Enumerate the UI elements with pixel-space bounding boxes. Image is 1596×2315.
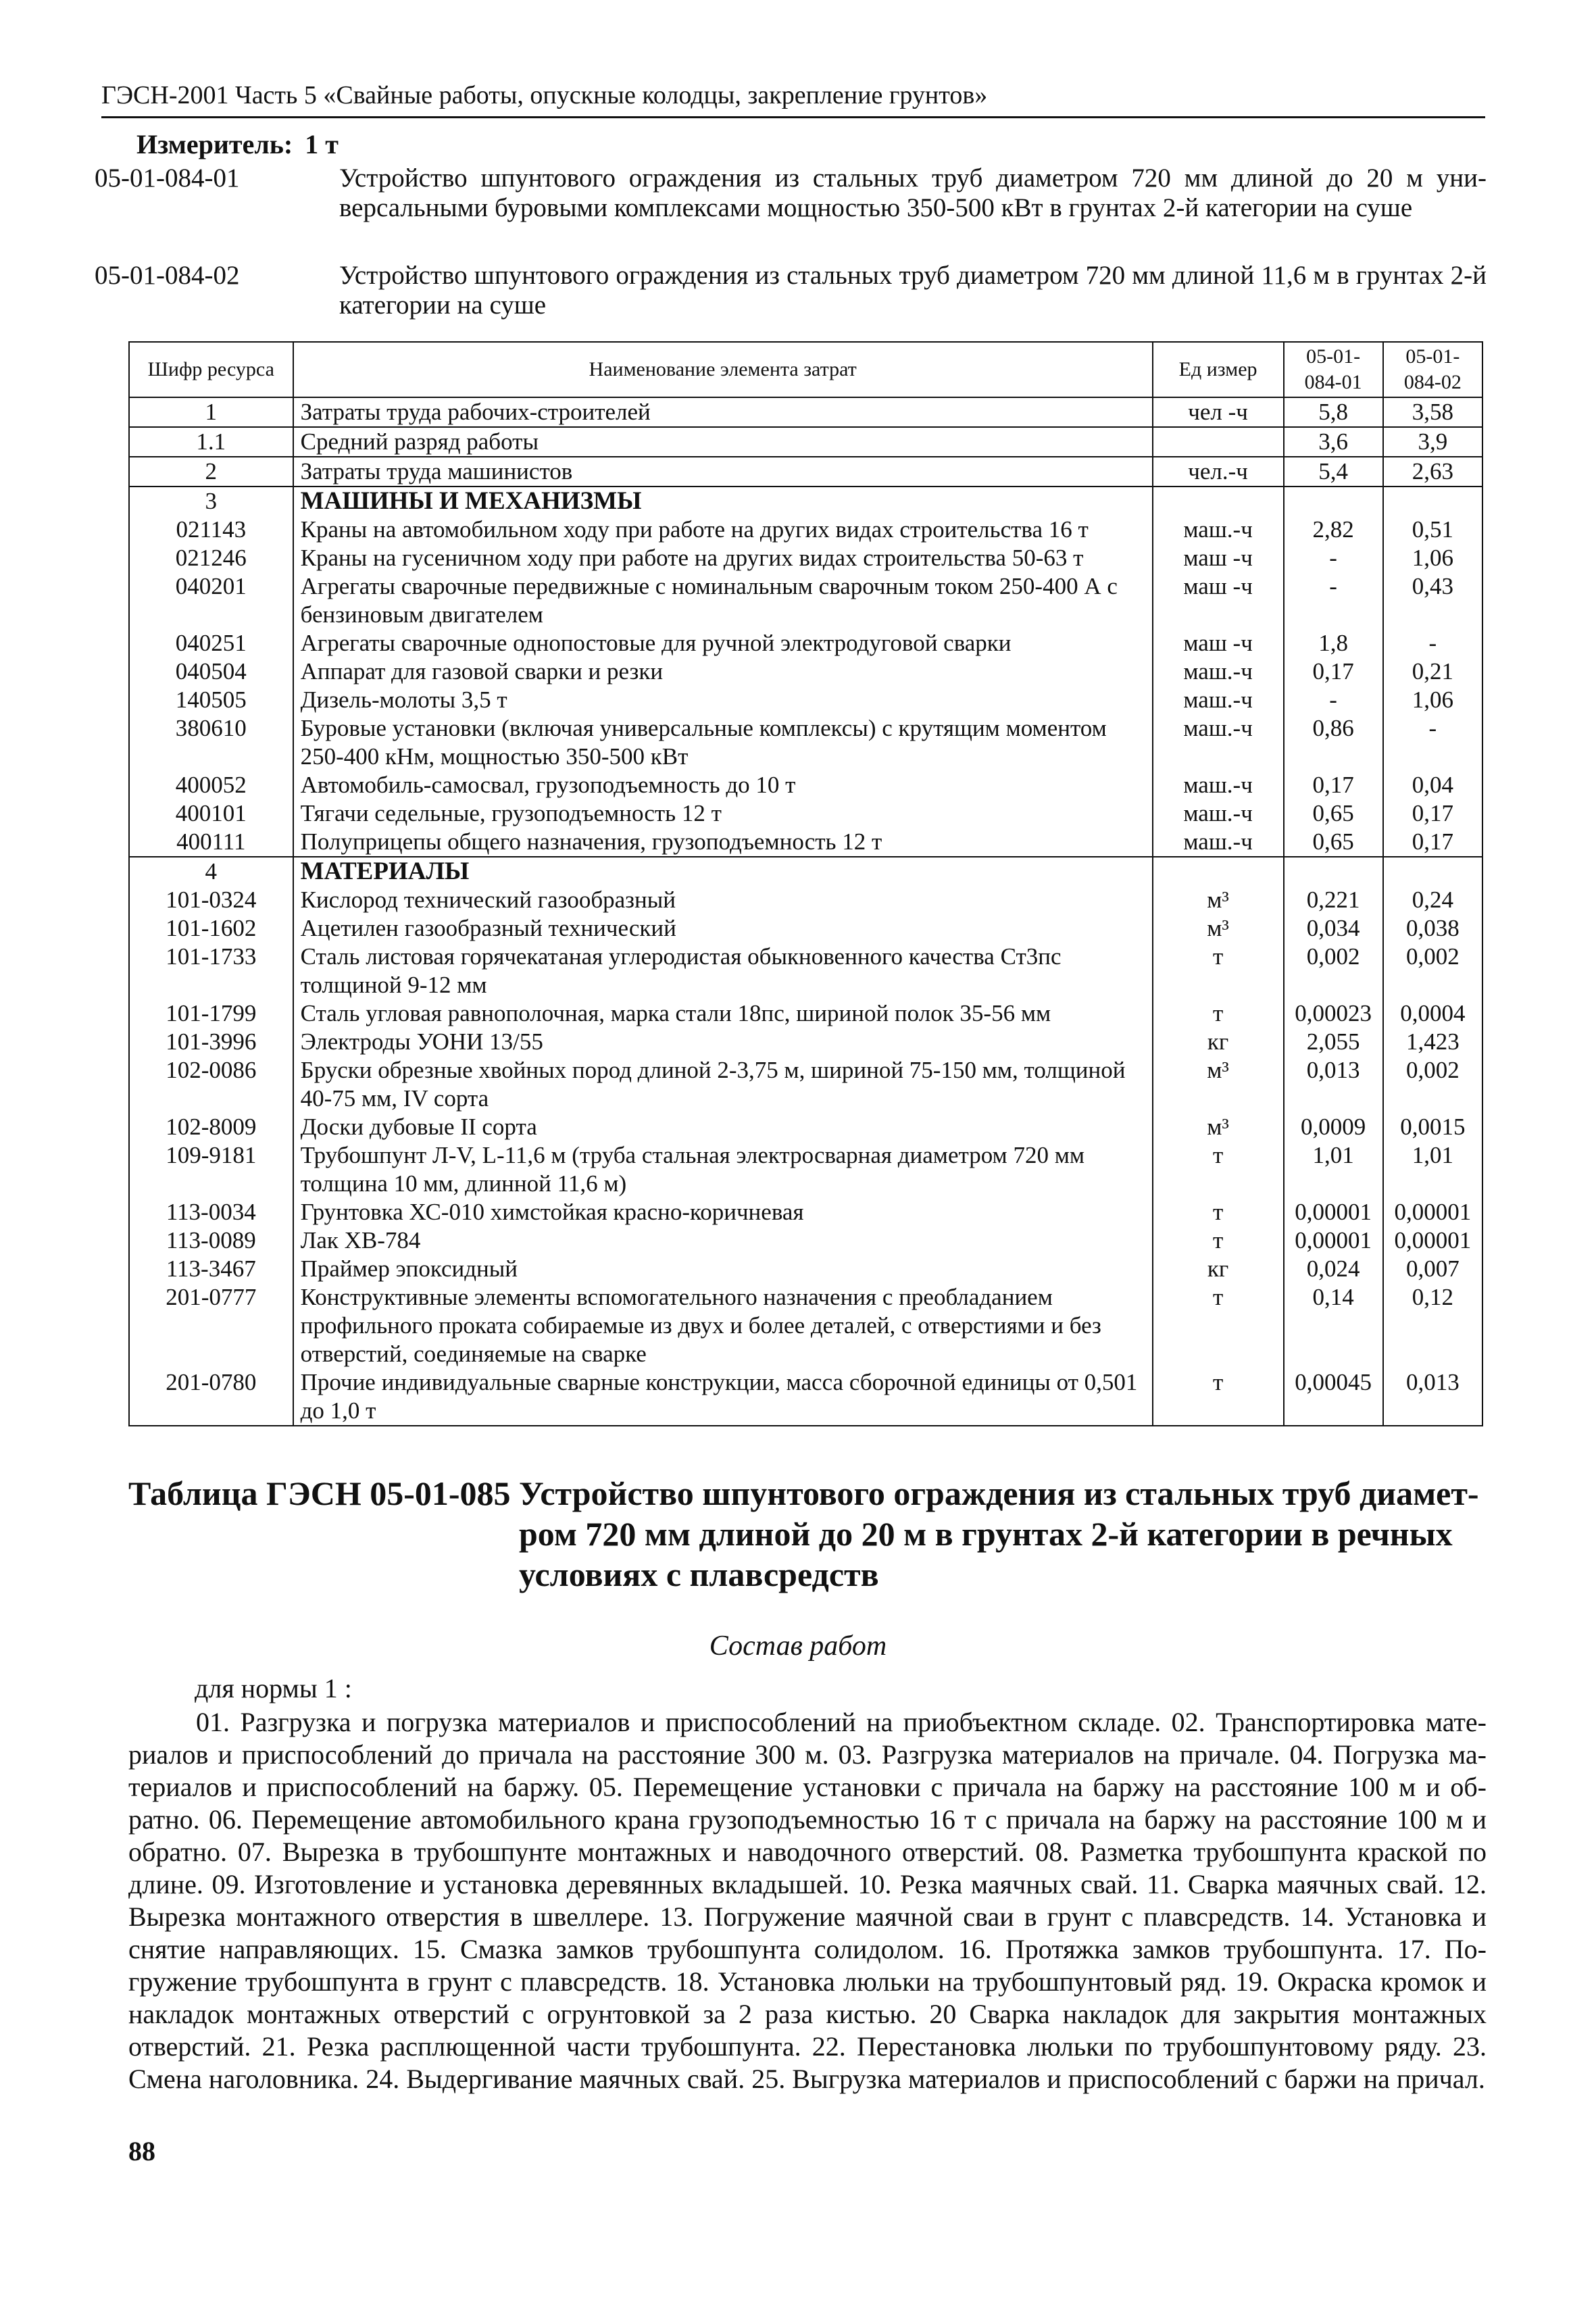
row-name: Буровые установки (включая универсальные комплексы) с крутящим моментом 250-400 кНм, мощностью 350-500 кВт: [293, 714, 1153, 771]
row-code: 102-0086: [129, 1056, 293, 1113]
table-row: [129, 1226, 1482, 1255]
row-code: 113-0089: [129, 1226, 293, 1255]
row-unit: т: [1153, 1368, 1284, 1426]
row-value-2: 0,51: [1383, 516, 1482, 544]
table-row: [129, 828, 1482, 857]
running-header: ГЭСН-2001 Часть 5 «Свайные работы, опускные колодцы, закрепление грунтов»: [101, 80, 1485, 118]
row-code: 380610: [129, 714, 293, 771]
header-unit: Ед измер: [1153, 342, 1284, 397]
row-value-2: 0,12: [1383, 1283, 1482, 1368]
row-value-1: 1,8: [1284, 629, 1383, 657]
row-code: 201-0777: [129, 1283, 293, 1368]
row-value-2: 0,002: [1383, 943, 1482, 999]
table-row: [129, 1028, 1482, 1056]
row-value-2: 0,0015: [1383, 1113, 1482, 1141]
row-name: Бруски обрезные хвойных пород длиной 2-3,75 м, шириной 75-150 мм, толщиной 40-75 мм, IV сорта: [293, 1056, 1153, 1113]
row-unit: маш.-ч: [1153, 516, 1284, 544]
row-name: Конструктивные элементы вспомогательного назначения с преобладанием профильного проката собираемые из двух и более деталей, с отверстиями и без отверстий, соединяемые на сварке: [293, 1283, 1153, 1368]
row-value-2: 1,423: [1383, 1028, 1482, 1056]
table-row: [129, 1255, 1482, 1283]
row-code: 101-3996: [129, 1028, 293, 1056]
row-name: Сталь угловая равнополочная, марка стали 18пс, шириной полок 35-56 мм: [293, 999, 1153, 1028]
row-value-2: 0,43: [1383, 572, 1482, 629]
row-name: Дизель-молоты 3,5 т: [293, 686, 1153, 714]
work-composition-text: 01. Разгрузка и погрузка материалов и приспособлений на приобъектном складе. 02. Транспортировка материалов и приспособлений до причала на расстояние 300 м. 03. Разгрузка материалов на причале. 04. Погрузка материалов и приспособлений на баржу. 05. Перемещение установки с причала на баржу на расстояние 100 м и обратно. 06. Перемещение автомобильного крана грузоподъемностью 16 т с причала на баржу на расстояние 100 м и обратно. 07. Вырезка в трубошпунте монтажных и наводочного отверстий. 08. Разметка трубошпунта краской по длине. 09. Изготовление и установка деревянных вкладышей. 10. Резка маячных свай. 11. Сварка маячных свай. 12. Вырезка монтажного отверстия в швеллере. 13. Погружение маячной сваи в грунт с плавсредств. 14. Установка и снятие направляющих. 15. Смазка замков трубошпунта солидолом. 16. Протяжка замков трубошпунта. 17. Погружение трубошпунта в грунт с плавсредств. 18. Установка люльки на трубошпунтовый ряд. 19. Окраска кромок и накладок монтажных отверстий с огрунтовкой за 2 раза кистью. 20 Сварка накладок для закрытия монтажных отверстий. 21. Резка расплющенной части трубошпунта. 22. Перестановка люльки по трубошпунтовому ряду. 23. Смена наголовника. 24. Выдергивание маячных свай. 25. Выгрузка материалов и приспособлений с баржи на причал.: [128, 1707, 1487, 2094]
row-value-1: 2,82: [1284, 516, 1383, 544]
row-name: Прочие индивидуальные сварные конструкции, масса сборочной единицы от 0,501 до 1,0 т: [293, 1368, 1153, 1426]
row-value-1: [1284, 857, 1383, 886]
row-value-2: 3,58: [1383, 397, 1482, 427]
row-name: Средний разряд работы: [293, 427, 1153, 457]
row-code: 2: [129, 457, 293, 487]
table-title: [128, 1473, 1487, 1595]
header-col-2: 05-01-084-02: [1383, 342, 1482, 397]
row-value-1: 0,00045: [1284, 1368, 1383, 1426]
header-col-1: 05-01-084-01: [1284, 342, 1383, 397]
row-value-1: 5,4: [1284, 457, 1383, 487]
row-code: 400052: [129, 771, 293, 799]
row-code: 140505: [129, 686, 293, 714]
row-value-1: 0,00001: [1284, 1198, 1383, 1226]
row-value-2: 0,00001: [1383, 1198, 1482, 1226]
row-value-2: 0,24: [1383, 886, 1482, 914]
row-name: Грунтовка ХС-010 химстойкая красно-коричневая: [293, 1198, 1153, 1226]
table-header-row: [129, 342, 1482, 397]
table-row: [129, 487, 1482, 516]
row-value-2: 0,002: [1383, 1056, 1482, 1113]
table-row: [129, 1113, 1482, 1141]
row-value-1: 0,034: [1284, 914, 1383, 943]
table-row: [129, 886, 1482, 914]
row-value-1: 5,8: [1284, 397, 1383, 427]
row-value-2: 0,013: [1383, 1368, 1482, 1426]
row-unit: маш -ч: [1153, 544, 1284, 572]
row-name: Краны на гусеничном ходу при работе на других видах строительства 50-63 т: [293, 544, 1153, 572]
row-value-2: 3,9: [1383, 427, 1482, 457]
row-name: Затраты труда машинистов: [293, 457, 1153, 487]
title-line-3: условиях с плавсредств: [519, 1555, 879, 1593]
row-code: 040201: [129, 572, 293, 629]
row-value-2: 0,17: [1383, 799, 1482, 828]
row-value-2: [1383, 487, 1482, 516]
row-value-2: 0,00001: [1383, 1226, 1482, 1255]
meter-value: 1 т: [305, 129, 339, 159]
table-row: [129, 427, 1482, 457]
row-code: 040251: [129, 629, 293, 657]
row-code: 3: [129, 487, 293, 516]
meter-line: [136, 128, 351, 160]
resource-table: [128, 341, 1483, 1426]
table-row: [129, 397, 1482, 427]
table-row: [129, 799, 1482, 828]
row-value-1: 0,221: [1284, 886, 1383, 914]
table-row: [129, 629, 1482, 657]
row-code: 101-1733: [129, 943, 293, 999]
row-value-1: 0,00001: [1284, 1226, 1383, 1255]
row-value-1: 0,17: [1284, 771, 1383, 799]
row-name: Краны на автомобильном ходу при работе на других видах строительства 16 т: [293, 516, 1153, 544]
row-name: Сталь листовая горячекатаная углеродистая обыкновенного качества Ст3пс толщиной 9-12 мм: [293, 943, 1153, 999]
row-code: 040504: [129, 657, 293, 686]
row-unit: м³: [1153, 914, 1284, 943]
row-unit: т: [1153, 1141, 1284, 1198]
row-value-1: -: [1284, 544, 1383, 572]
row-unit: м³: [1153, 1113, 1284, 1141]
row-name: Автомобиль-самосвал, грузоподъемность до 10 т: [293, 771, 1153, 799]
row-value-2: 0,007: [1383, 1255, 1482, 1283]
row-code: 021143: [129, 516, 293, 544]
row-name: МАТЕРИАЛЫ: [293, 857, 1153, 886]
row-value-1: 1,01: [1284, 1141, 1383, 1198]
row-value-2: 0,0004: [1383, 999, 1482, 1028]
row-unit: маш.-ч: [1153, 714, 1284, 771]
table-row: [129, 516, 1482, 544]
page-number: 88: [128, 2136, 155, 2166]
work-composition-heading: Состав работ: [709, 1631, 887, 1662]
row-value-1: 3,6: [1284, 427, 1383, 457]
row-code: 400101: [129, 799, 293, 828]
row-value-1: 0,013: [1284, 1056, 1383, 1113]
table-row: [129, 1368, 1482, 1426]
norm-item: [95, 261, 1487, 320]
meter-label: Измеритель:: [136, 129, 293, 159]
table-row: [129, 857, 1482, 886]
table-row: [129, 771, 1482, 799]
header-code: Шифр ресурса: [129, 342, 293, 397]
row-name: Трубошпунт Л-V, L-11,6 м (труба стальная электросварная диаметром 720 мм толщина 10 мм, длинной 11,6 м): [293, 1141, 1153, 1198]
row-name: Кислород технический газообразный: [293, 886, 1153, 914]
row-value-1: 0,0009: [1284, 1113, 1383, 1141]
row-unit: [1153, 487, 1284, 516]
title-line-1: Таблица ГЭСН 05-01-085 Устройство шпунтового ограждения из стальных труб диамет-: [128, 1474, 1479, 1512]
row-code: 101-1602: [129, 914, 293, 943]
row-value-1: 0,17: [1284, 657, 1383, 686]
row-value-1: 0,00023: [1284, 999, 1383, 1028]
row-value-2: 0,17: [1383, 828, 1482, 857]
table-row: [129, 943, 1482, 999]
row-value-2: 1,06: [1383, 686, 1482, 714]
table-row: [129, 544, 1482, 572]
row-value-2: 2,63: [1383, 457, 1482, 487]
row-value-1: 0,65: [1284, 799, 1383, 828]
row-code: 201-0780: [129, 1368, 293, 1426]
row-name: Полуприцепы общего назначения, грузоподъемность 12 т: [293, 828, 1153, 857]
row-code: 102-8009: [129, 1113, 293, 1141]
row-value-2: 0,04: [1383, 771, 1482, 799]
row-name: Агрегаты сварочные однопостовые для ручной электродуговой сварки: [293, 629, 1153, 657]
row-value-1: 0,024: [1284, 1255, 1383, 1283]
norm-code: 05-01-084-02: [95, 261, 240, 290]
row-unit: м³: [1153, 886, 1284, 914]
row-code: 1: [129, 397, 293, 427]
row-unit: маш.-ч: [1153, 657, 1284, 686]
table-row: [129, 999, 1482, 1028]
row-unit: чел.-ч: [1153, 457, 1284, 487]
row-value-2: 1,06: [1383, 544, 1482, 572]
row-name: Тягачи седельные, грузоподъемность 12 т: [293, 799, 1153, 828]
table-row: [129, 1056, 1482, 1113]
row-unit: кг: [1153, 1028, 1284, 1056]
row-unit: кг: [1153, 1255, 1284, 1283]
table-row: [129, 914, 1482, 943]
row-name: Праймер эпоксидный: [293, 1255, 1153, 1283]
row-unit: [1153, 427, 1284, 457]
row-name: МАШИНЫ И МЕХАНИЗМЫ: [293, 487, 1153, 516]
row-unit: маш -ч: [1153, 629, 1284, 657]
title-line-2: ром 720 мм длиной до 20 м в грунтах 2-й категории в речных: [519, 1515, 1453, 1553]
row-value-1: 2,055: [1284, 1028, 1383, 1056]
row-unit: т: [1153, 1283, 1284, 1368]
row-value-1: 0,002: [1284, 943, 1383, 999]
table-row: [129, 714, 1482, 771]
row-code: 021246: [129, 544, 293, 572]
row-value-1: 0,86: [1284, 714, 1383, 771]
row-value-1: [1284, 487, 1383, 516]
for-norm-label: для нормы 1 :: [195, 1673, 352, 1703]
row-value-1: -: [1284, 686, 1383, 714]
row-code: 400111: [129, 828, 293, 857]
row-code: 1.1: [129, 427, 293, 457]
norm-code: 05-01-084-01: [95, 164, 240, 193]
row-value-2: -: [1383, 714, 1482, 771]
row-name: Ацетилен газообразный технический: [293, 914, 1153, 943]
row-value-1: -: [1284, 572, 1383, 629]
row-unit: т: [1153, 1198, 1284, 1226]
row-name: Агрегаты сварочные передвижные с номинальным сварочным током 250-400 А с бензиновым двигателем: [293, 572, 1153, 629]
table-row: [129, 657, 1482, 686]
table-row: [129, 686, 1482, 714]
table-row: [129, 1198, 1482, 1226]
row-unit: маш -ч: [1153, 572, 1284, 629]
row-code: 113-0034: [129, 1198, 293, 1226]
row-value-2: -: [1383, 629, 1482, 657]
norm-description: Устройство шпунтового ограждения из стальных труб диаметром 720 мм длиной 11,6 м в грунтах 2-й категории на суше: [339, 261, 1487, 320]
row-name: Затраты труда рабочих-строителей: [293, 397, 1153, 427]
row-code: 4: [129, 857, 293, 886]
table-row: [129, 457, 1482, 487]
norm-description: Устройство шпунтового ограждения из стальных труб диаметром 720 мм длиной до 20 м универсальными буровыми комплексами мощностью 350-500 кВт в грунтах 2-й категории на суше: [339, 164, 1487, 222]
row-name: Электроды УОНИ 13/55: [293, 1028, 1153, 1056]
row-name: Лак ХВ-784: [293, 1226, 1153, 1255]
row-unit: маш.-ч: [1153, 686, 1284, 714]
row-code: 101-0324: [129, 886, 293, 914]
table-body: [129, 397, 1482, 1426]
row-value-2: 0,038: [1383, 914, 1482, 943]
row-unit: т: [1153, 943, 1284, 999]
table-row: [129, 572, 1482, 629]
row-name: Доски дубовые II сорта: [293, 1113, 1153, 1141]
row-name: Аппарат для газовой сварки и резки: [293, 657, 1153, 686]
row-value-2: [1383, 857, 1482, 886]
row-value-1: 0,14: [1284, 1283, 1383, 1368]
table-row: [129, 1141, 1482, 1198]
row-value-2: 1,01: [1383, 1141, 1482, 1198]
header-name: Наименование элемента затрат: [293, 342, 1153, 397]
table-row: [129, 1283, 1482, 1368]
row-unit: [1153, 857, 1284, 886]
row-unit: т: [1153, 1226, 1284, 1255]
row-unit: чел -ч: [1153, 397, 1284, 427]
row-unit: маш.-ч: [1153, 799, 1284, 828]
row-value-2: 0,21: [1383, 657, 1482, 686]
row-code: 109-9181: [129, 1141, 293, 1198]
row-unit: маш.-ч: [1153, 771, 1284, 799]
row-unit: маш.-ч: [1153, 828, 1284, 857]
row-code: 113-3467: [129, 1255, 293, 1283]
row-code: 101-1799: [129, 999, 293, 1028]
row-value-1: 0,65: [1284, 828, 1383, 857]
norm-item: [95, 164, 1487, 223]
row-unit: м³: [1153, 1056, 1284, 1113]
row-unit: т: [1153, 999, 1284, 1028]
